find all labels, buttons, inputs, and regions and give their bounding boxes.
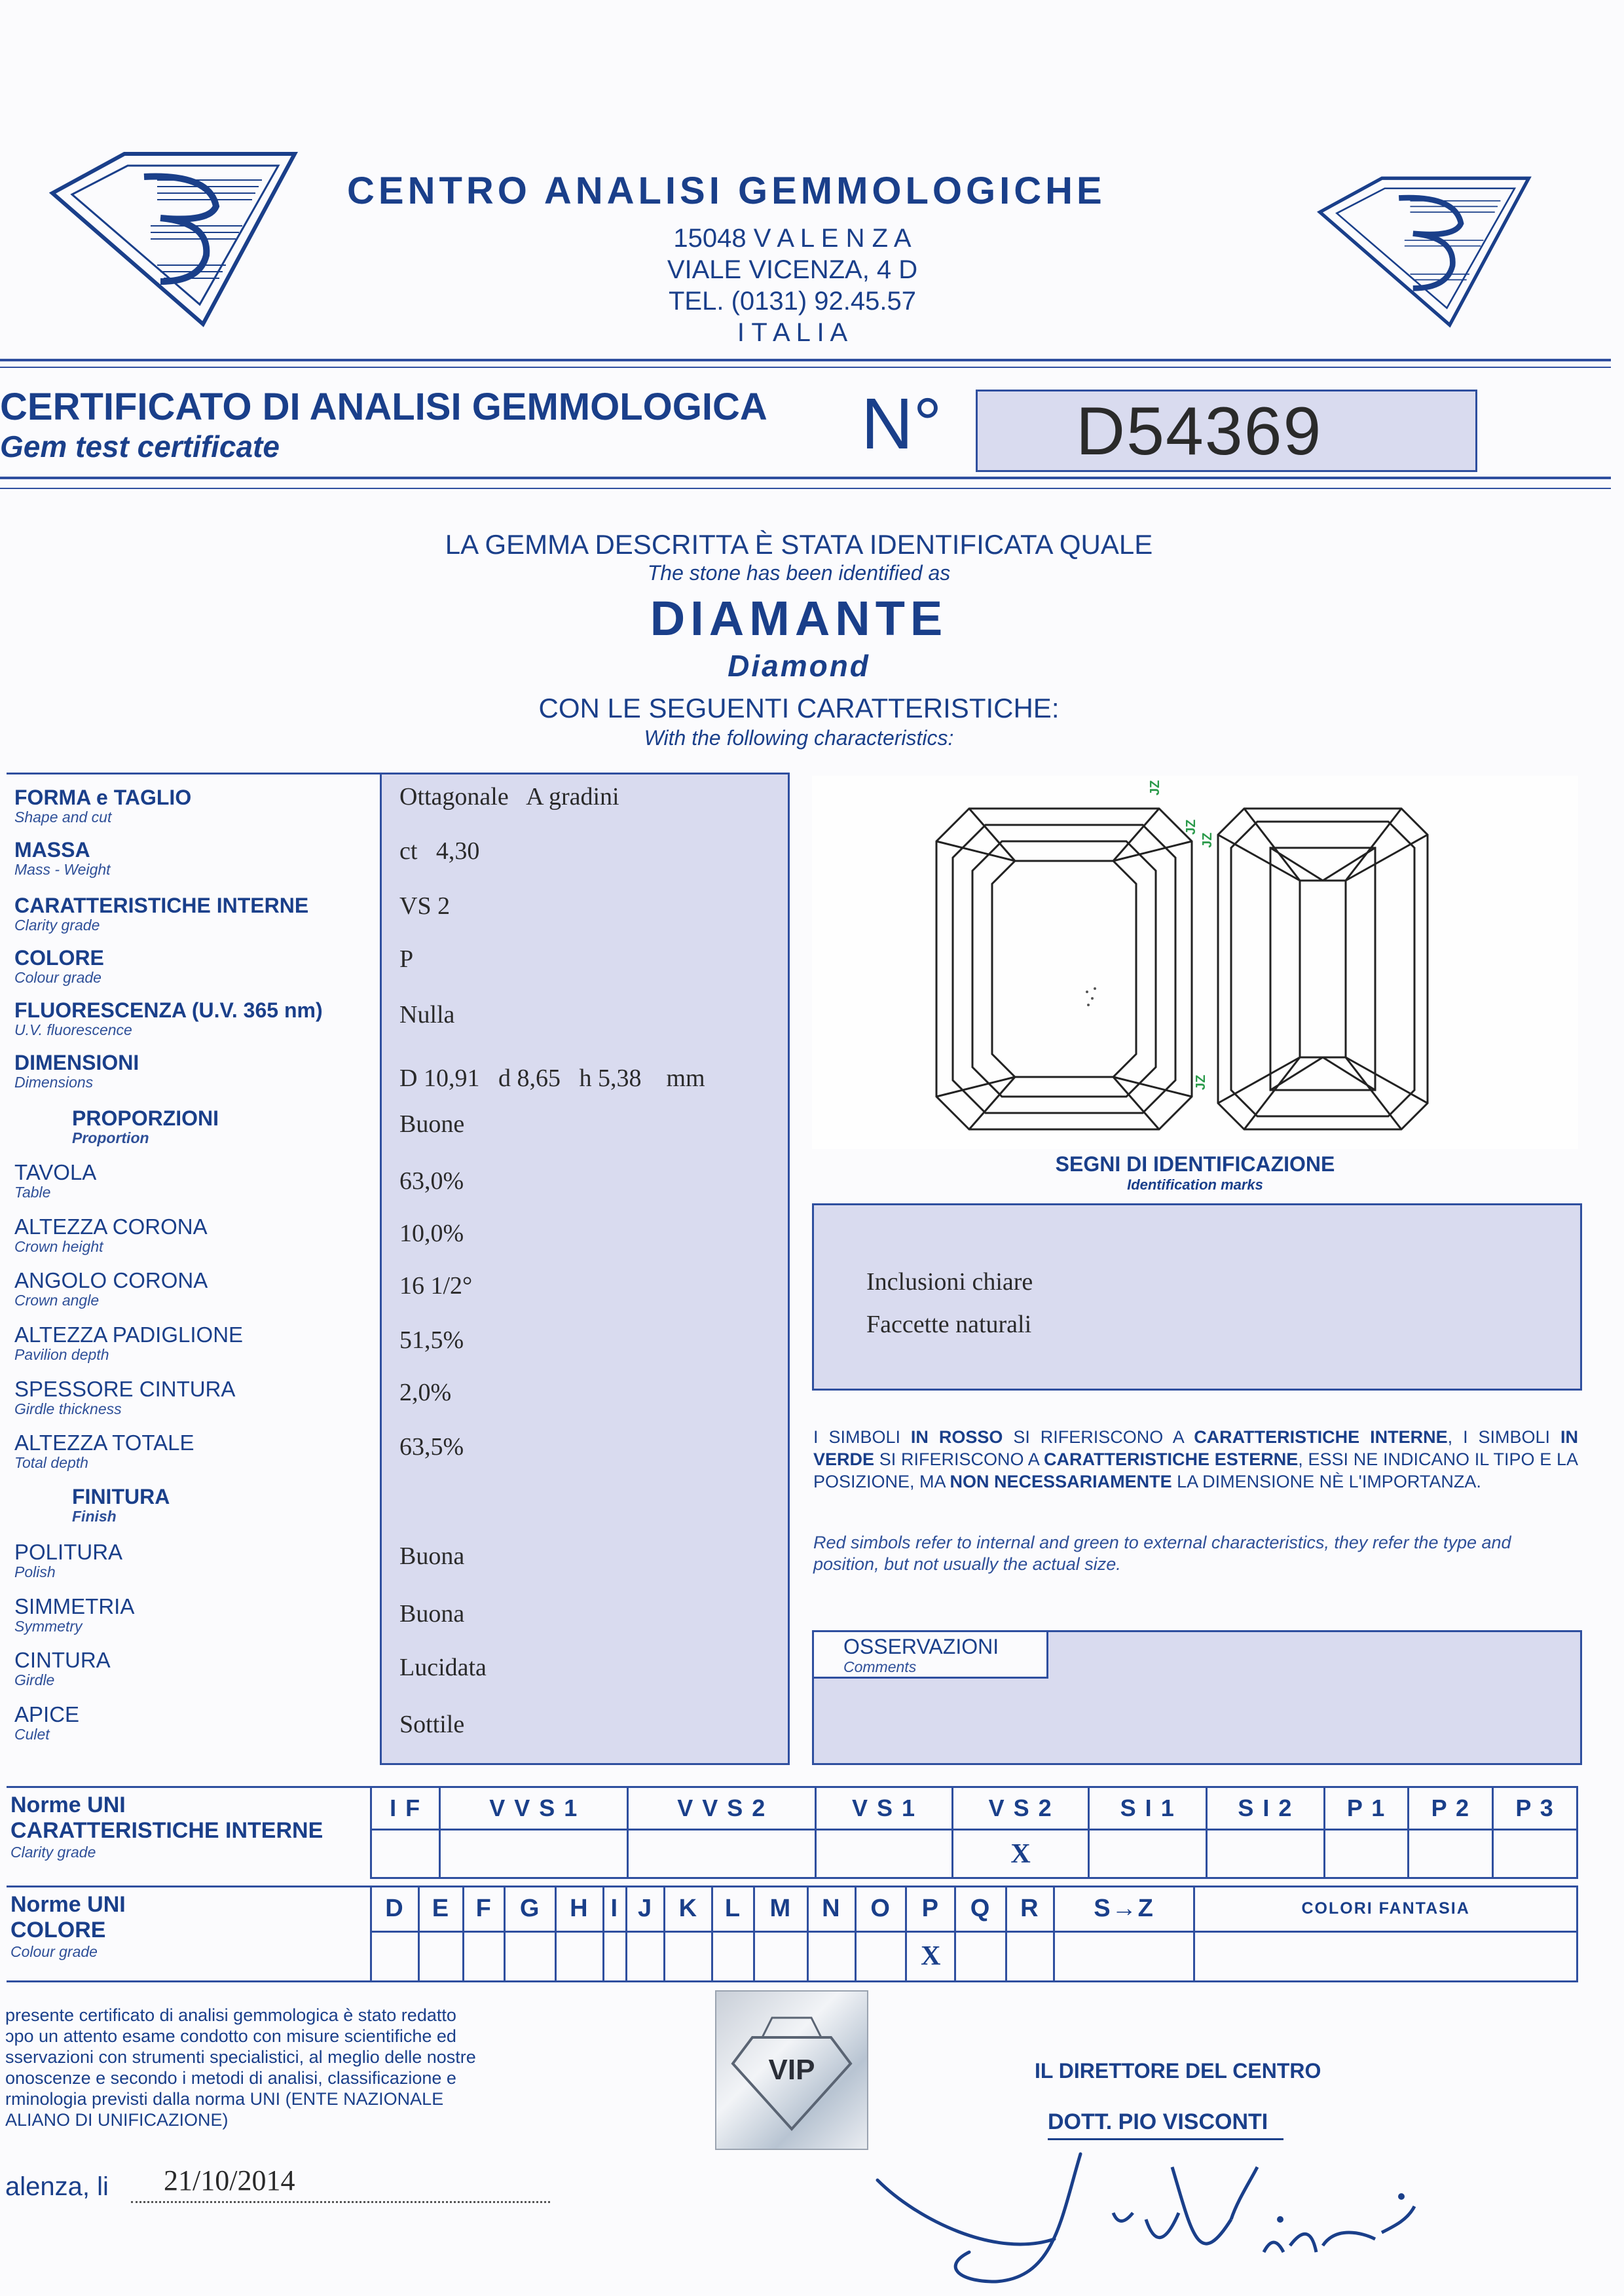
characteristic-name: FINITURA (72, 1485, 170, 1508)
grade-mark-cell (371, 1830, 440, 1878)
grade-cell: F (464, 1887, 505, 1932)
grade-mark-cell (464, 1931, 505, 1981)
characteristic-label (14, 894, 381, 934)
characteristic-value: Sottile (399, 1711, 465, 1738)
diagram-mark: JZ (1148, 780, 1162, 795)
legend-text: SI RIFERISCONO A (1003, 1427, 1194, 1447)
characteristic-value: 63,0% (399, 1167, 464, 1195)
characteristic-name-en: Clarity grade (14, 917, 100, 934)
characteristic-name-en: Shape and cut (14, 809, 112, 826)
legend-text: SI RIFERISCONO A (874, 1449, 1044, 1469)
grade-cell: E (418, 1887, 463, 1932)
characteristic-value: Buona (399, 1600, 465, 1628)
characteristic-value: 2,0% (399, 1379, 452, 1406)
characteristic-name: ALTEZZA PADIGLIONE (14, 1322, 244, 1347)
certificate-number: D54369 (1076, 393, 1323, 469)
identification-mark-line: Faccette naturali (866, 1311, 1032, 1338)
grade-cell: L (712, 1887, 754, 1932)
grade-cell: D (371, 1887, 419, 1932)
grade-mark-cell (418, 1931, 463, 1981)
characteristic-name-en: Crown angle (14, 1292, 100, 1309)
grade-row (371, 1887, 1578, 1932)
statement-line: rminologia previsti dalla norma UNI (ENTE NAZIONALE (5, 2089, 444, 2109)
characteristic-label (14, 1540, 381, 1581)
diagram-mark: JZ (1200, 832, 1215, 848)
diamond-logo-icon (1303, 167, 1545, 331)
characteristic-label (14, 1051, 381, 1091)
characteristic-value: Buone (399, 1110, 465, 1138)
observations-label-en: Comments (843, 1658, 917, 1675)
identification-marks-heading-en: Identification marks (1127, 1176, 1263, 1193)
characteristic-name: DIMENSIONI (14, 1051, 139, 1074)
characteristic-label (72, 1485, 439, 1525)
grade-cell: H (555, 1887, 603, 1932)
mark-row (371, 1931, 1578, 1981)
grade-cell: I (603, 1887, 626, 1932)
characteristic-name: APICE (14, 1702, 80, 1726)
clarity-norm-label: Norme UNI (10, 1793, 126, 1817)
characteristic-name: PROPORZIONI (72, 1106, 219, 1130)
address-tel: TEL. (0131) 92.45.57 (668, 287, 917, 316)
legend-text: , I SIMBOLI (1447, 1427, 1560, 1447)
grade-cell: V V S 1 (440, 1787, 628, 1830)
grade-mark-cell: X (952, 1830, 1089, 1878)
grade-mark-cell (555, 1931, 603, 1981)
characteristic-value: Nulla (399, 1001, 455, 1029)
legend-text: , ESSI NE INDICANO IL TIPO E LA POSIZIONE, MA (813, 1449, 1578, 1491)
characteristic-value: ct 4,30 (399, 837, 480, 865)
characteristic-value: 10,0% (399, 1220, 464, 1247)
characteristic-label (14, 1377, 381, 1418)
address-street: VIALE VICENZA, 4 D (667, 255, 918, 284)
clarity-scale-grid (370, 1786, 1578, 1879)
legend-text-bold: NON NECESSARIAMENTE (950, 1472, 1172, 1491)
grade-mark-cell (505, 1931, 556, 1981)
grade-mark-cell (955, 1931, 1006, 1981)
characteristic-label (14, 1430, 381, 1472)
grade-mark-cell (1089, 1830, 1207, 1878)
identification-marks-box (812, 1203, 1582, 1391)
emerald-cut-diagram (812, 776, 1578, 1149)
characteristic-value: 63,5% (399, 1433, 464, 1461)
characteristic-label (72, 1106, 439, 1147)
grade-mark-cell (807, 1931, 855, 1981)
legend-text-bold: CARATTERISTICHE ESTERNE (1044, 1449, 1299, 1469)
grade-cell: V S 1 (816, 1787, 953, 1830)
certificate-number-box (976, 390, 1477, 472)
characteristic-value: D 10,91 d 8,65 h 5,38 mm (399, 1065, 705, 1092)
identification-mark-line: Inclusioni chiare (866, 1268, 1033, 1296)
org-address (589, 223, 995, 348)
clarity-scale-label (10, 1793, 364, 1861)
stone-diagram-panel (812, 776, 1578, 1149)
grade-mark-cell (754, 1931, 807, 1981)
grade-cell: I F (371, 1787, 440, 1830)
grade-mark-cell (855, 1931, 906, 1981)
grade-mark-cell (816, 1830, 953, 1878)
grade-cell: R (1006, 1887, 1054, 1932)
characteristic-name: COLORE (14, 946, 104, 970)
colour-norm-label: Norme UNI (10, 1892, 126, 1917)
characteristic-value: Ottagonale A gradini (399, 783, 619, 811)
colour-title: COLORE (10, 1918, 106, 1942)
place-label: alenza, li (5, 2172, 109, 2201)
grade-mark-cell (626, 1931, 665, 1981)
org-name: CENTRO ANALISI GEMMOLOGICHE (347, 170, 1106, 212)
grade-mark-cell (603, 1931, 626, 1981)
grade-mark-cell (628, 1830, 816, 1878)
director-name: DOTT. PIO VISCONTI (1048, 2109, 1268, 2134)
gem-name-en: Diamond (728, 649, 870, 683)
grade-cell: S I 1 (1089, 1787, 1207, 1830)
characteristic-name: FORMA e TAGLIO (14, 786, 192, 809)
identification-marks-heading: SEGNI DI IDENTIFICAZIONE (1055, 1152, 1335, 1176)
characteristic-label (14, 1268, 381, 1309)
hologram-text: VIP (768, 2054, 815, 2086)
director-signature (864, 2141, 1421, 2291)
characteristic-name-en: U.V. fluorescence (14, 1021, 132, 1038)
grade-cell: G (505, 1887, 556, 1932)
characteristic-name-en: Table (14, 1184, 51, 1201)
grade-cell: P 1 (1324, 1787, 1409, 1830)
characteristic-label (14, 998, 381, 1039)
legend-text-bold: CARATTERISTICHE INTERNE (1194, 1427, 1448, 1447)
diamond-logo-icon (46, 141, 301, 331)
characteristic-value: Buona (399, 1542, 465, 1570)
characteristic-value: P (399, 945, 414, 973)
grade-cell: P (906, 1887, 955, 1932)
characteristic-name: SIMMETRIA (14, 1594, 135, 1618)
characteristic-label (14, 786, 381, 826)
grade-cell: COLORI FANTASIA (1194, 1887, 1578, 1932)
divider (0, 367, 1611, 368)
symbols-legend (813, 1426, 1578, 1493)
identified-intro: LA GEMMA DESCRITTA È STATA IDENTIFICATA QUALE (445, 529, 1153, 560)
grade-mark-cell (371, 1931, 419, 1981)
date-dotted-line (131, 2201, 550, 2203)
colour-scale-grid (370, 1886, 1578, 1982)
grade-mark-cell (1006, 1931, 1054, 1981)
characteristic-name: ALTEZZA TOTALE (14, 1430, 194, 1455)
director-name-underline (1048, 2138, 1283, 2140)
identification-block (360, 529, 1238, 750)
characteristic-name-en: Pavilion depth (14, 1346, 109, 1363)
grade-cell: P 2 (1409, 1787, 1493, 1830)
observations-box (812, 1630, 1582, 1765)
logo-right (1303, 167, 1545, 331)
characteristic-name: ANGOLO CORONA (14, 1268, 208, 1292)
gem-name: DIAMANTE (650, 591, 948, 646)
divider (0, 477, 1611, 479)
characteristic-label (14, 1594, 381, 1635)
legend-text: LA DIMENSIONE NÈ L'IMPORTANZA. (1172, 1472, 1481, 1491)
symbols-legend-en: Red simbols refer to internal and green to external characteristics, they refer the type and position, but not usually the actual size. (813, 1533, 1511, 1574)
legend-text-bold: IN VERDE (813, 1427, 1578, 1469)
characteristic-value: 16 1/2° (399, 1272, 473, 1300)
characteristic-name-en: Dimensions (14, 1074, 94, 1091)
characteristic-name-en: Colour grade (14, 969, 101, 986)
characteristic-name-en: Finish (72, 1508, 117, 1525)
divider (0, 488, 1611, 489)
grade-cell: P 3 (1493, 1787, 1578, 1830)
legend-text-bold: IN ROSSO (910, 1427, 1003, 1447)
grade-cell: M (754, 1887, 807, 1932)
grade-mark-cell (440, 1830, 628, 1878)
observations-label: OSSERVAZIONI (843, 1635, 999, 1658)
grade-cell: V V S 2 (628, 1787, 816, 1830)
characteristic-label (14, 1702, 381, 1743)
address-city: 15048 V A L E N Z A (673, 224, 912, 253)
grade-mark-cell (1054, 1931, 1194, 1981)
clarity-subtitle: Clarity grade (10, 1844, 96, 1861)
characteristic-name-en: Mass - Weight (14, 861, 111, 878)
statement-line: ALIANO DI UNIFICAZIONE) (5, 2110, 229, 2130)
characteristic-name-en: Crown height (14, 1238, 103, 1255)
characteristic-name: FLUORESCENZA (U.V. 365 nm) (14, 998, 323, 1022)
diagram-mark: JZ (1194, 1074, 1208, 1090)
grade-cell: S I 2 (1207, 1787, 1325, 1830)
divider (0, 359, 1611, 361)
grade-cell: O (855, 1887, 906, 1932)
statement-line: presente certificato di analisi gemmologica è stato redatto (5, 2005, 456, 2025)
colour-scale-label (10, 1892, 364, 1961)
grade-mark-cell (1409, 1830, 1493, 1878)
grade-cell: K (665, 1887, 712, 1932)
grade-cell: Q (955, 1887, 1006, 1932)
characteristics-intro-en: With the following characteristics: (644, 726, 954, 750)
characteristic-label (14, 1214, 381, 1256)
characteristic-label (14, 1648, 381, 1689)
characteristic-value: Lucidata (399, 1654, 487, 1681)
statement-line: ɔpo un attento esame condotto con misure scientifiche ed (5, 2026, 456, 2046)
statement-line: sservazioni con strumenti specialistici, al meglio delle nostre (5, 2047, 476, 2067)
address-country: I T A L I A (737, 318, 848, 347)
characteristic-name: ALTEZZA CORONA (14, 1214, 208, 1239)
grade-cell: S→Z (1054, 1887, 1194, 1932)
certificate-subtitle: Gem test certificate (0, 429, 280, 464)
characteristic-name-en: Girdle (14, 1671, 55, 1688)
issue-date: 21/10/2014 (164, 2164, 295, 2196)
mark-row (371, 1830, 1578, 1878)
clarity-title: CARATTERISTICHE INTERNE (10, 1818, 323, 1843)
legend-text: I SIMBOLI (813, 1427, 911, 1447)
identified-intro-en: The stone has been identified as (647, 561, 951, 585)
characteristic-label (14, 1160, 381, 1201)
grade-mark-cell (1493, 1830, 1578, 1878)
number-label: N° (861, 384, 942, 464)
characteristic-name-en: Girdle thickness (14, 1400, 122, 1417)
signature-icon (864, 2141, 1421, 2291)
grade-mark-cell: X (906, 1931, 955, 1981)
characteristic-name-en: Proportion (72, 1129, 149, 1146)
grade-cell: N (807, 1887, 855, 1932)
grade-mark-cell (1207, 1830, 1325, 1878)
grade-cell: V S 2 (952, 1787, 1089, 1830)
grade-mark-cell (1324, 1830, 1409, 1878)
statement (5, 2005, 542, 2130)
hologram-seal (715, 1990, 868, 2150)
characteristics-intro: CON LE SEGUENTI CARATTERISTICHE: (538, 693, 1060, 723)
characteristic-name-en: Total depth (14, 1454, 88, 1471)
diagram-mark: JZ (1184, 819, 1198, 835)
characteristic-name: CINTURA (14, 1648, 111, 1672)
logo-left (46, 141, 301, 331)
characteristic-label (14, 838, 381, 879)
identification-marks-title (812, 1152, 1578, 1194)
certificate-title: CERTIFICATO DI ANALISI GEMMOLOGICA (0, 386, 767, 428)
characteristic-label (14, 946, 381, 987)
grade-row (371, 1787, 1578, 1830)
characteristic-name: CARATTERISTICHE INTERNE (14, 894, 309, 917)
grade-mark-cell (665, 1931, 712, 1981)
grade-mark-cell (712, 1931, 754, 1981)
characteristic-name-en: Symmetry (14, 1618, 83, 1635)
characteristic-name-en: Culet (14, 1726, 50, 1743)
statement-line: onoscenze e secondo i metodi di analisi, classificazione e (5, 2068, 456, 2088)
characteristic-name-en: Polish (14, 1563, 56, 1580)
grade-cell: J (626, 1887, 665, 1932)
characteristic-name: SPESSORE CINTURA (14, 1377, 236, 1401)
characteristic-value: VS 2 (399, 892, 451, 920)
characteristic-name: POLITURA (14, 1540, 123, 1564)
characteristic-value: 51,5% (399, 1326, 464, 1354)
characteristic-name: MASSA (14, 838, 90, 862)
grade-mark-cell (1194, 1931, 1578, 1981)
colour-subtitle: Colour grade (10, 1943, 98, 1960)
characteristic-label (14, 1322, 381, 1364)
director-title: IL DIRETTORE DEL CENTRO (1035, 2059, 1321, 2083)
characteristic-name: TAVOLA (14, 1160, 97, 1184)
observations-label-box (812, 1630, 1048, 1679)
